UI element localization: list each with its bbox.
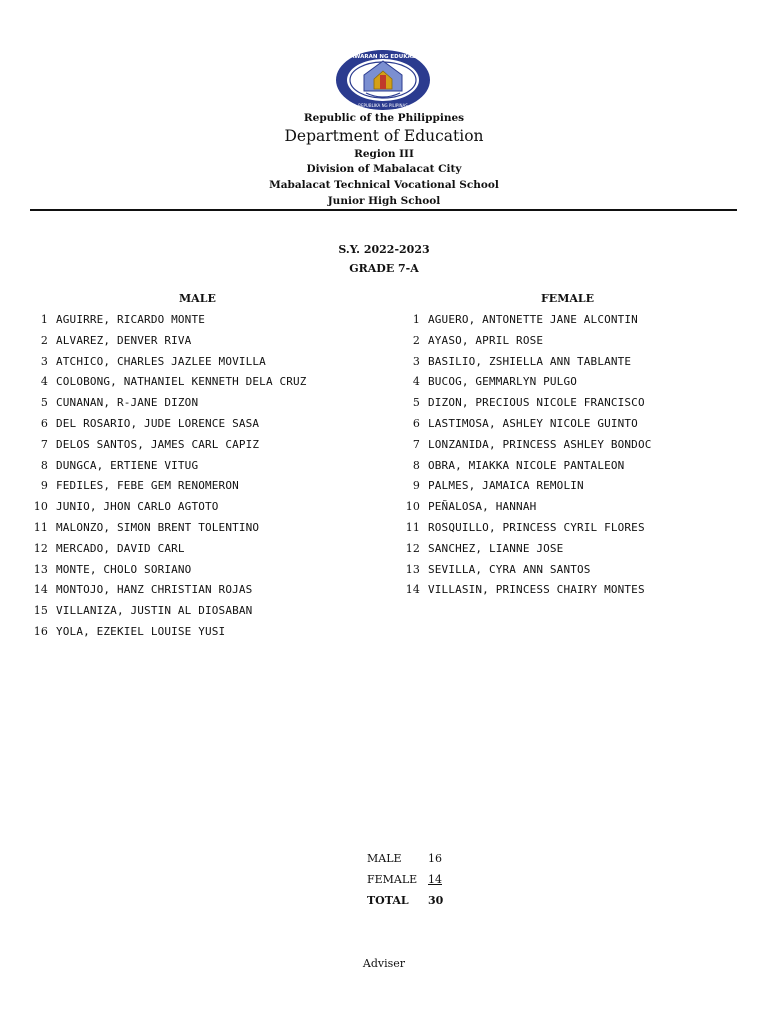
female-count-value: 14	[428, 873, 442, 886]
male-count-value: 16	[428, 852, 442, 865]
header-divider	[30, 209, 737, 211]
student-number: 6	[412, 416, 420, 430]
student-name: DIZON, PRECIOUS NICOLE FRANCISCO	[428, 396, 645, 410]
total-count-value: 30	[428, 894, 444, 907]
student-name: MALONZO, SIMON BRENT TOLENTINO	[56, 520, 260, 534]
seal-top-text: KAGAWARAN NG EDUKASYON	[337, 54, 429, 60]
student-name: FEDILES, FEBE GEM RENOMERON	[56, 479, 239, 493]
female-student-list	[400, 310, 652, 601]
list-item	[28, 518, 307, 539]
list-item	[28, 310, 307, 331]
list-item	[400, 414, 652, 435]
student-name: MERCADO, DAVID CARL	[56, 541, 185, 555]
student-number: 9	[40, 479, 48, 493]
list-item	[400, 497, 652, 518]
student-number: 9	[412, 479, 420, 493]
list-item	[400, 580, 652, 601]
list-item	[400, 560, 652, 581]
region-heading: Region III	[354, 148, 414, 160]
list-item	[400, 331, 652, 352]
student-number: 1	[412, 313, 420, 326]
student-number: 13	[405, 562, 420, 576]
student-name: SEVILLA, CYRA ANN SANTOS	[428, 562, 591, 576]
student-number: 2	[412, 333, 420, 347]
summary-row-male	[367, 848, 443, 869]
student-number: 16	[33, 624, 48, 638]
student-name: SANCHEZ, LIANNE JOSE	[428, 541, 564, 555]
list-item	[400, 310, 652, 331]
student-name: PALMES, JAMAICA REMOLIN	[428, 479, 584, 493]
student-name: DUNGCA, ERTIENE VITUG	[56, 458, 199, 472]
student-name: AYASO, APRIL ROSE	[428, 333, 544, 347]
list-item	[28, 435, 307, 456]
student-name: VILLANIZA, JUSTIN AL DIOSABAN	[56, 604, 253, 618]
seal-bottom-text: REPUBLIKA NG PILIPINAS	[358, 103, 408, 108]
list-item	[28, 352, 307, 373]
female-heading: FEMALE	[541, 292, 595, 305]
student-number: 4	[412, 375, 420, 389]
list-item	[28, 601, 307, 622]
student-number: 5	[40, 396, 48, 410]
student-number: 3	[40, 354, 48, 368]
grade-section: GRADE 7-A	[349, 262, 419, 275]
enrollment-summary	[367, 848, 443, 911]
student-name: ROSQUILLO, PRINCESS CYRIL FLORES	[428, 520, 645, 534]
student-name: ATCHICO, CHARLES JAZLEE MOVILLA	[56, 354, 266, 368]
male-student-list	[28, 310, 307, 643]
list-item	[28, 372, 307, 393]
list-item	[28, 476, 307, 497]
student-number: 14	[405, 583, 420, 597]
student-number: 11	[33, 520, 48, 534]
student-name: AGUIRRE, RICARDO MONTE	[56, 313, 205, 326]
list-item	[400, 352, 652, 373]
student-number: 4	[40, 375, 48, 389]
list-item	[28, 331, 307, 352]
school-heading: Mabalacat Technical Vocational School	[269, 179, 499, 191]
level-heading: Junior High School	[327, 195, 441, 207]
student-name: ALVAREZ, DENVER RIVA	[56, 333, 192, 347]
student-number: 8	[412, 458, 420, 472]
student-name: YOLA, EZEKIEL LOUISE YUSI	[56, 624, 226, 638]
student-number: 12	[33, 541, 48, 555]
student-name: OBRA, MIAKKA NICOLE PANTALEON	[428, 458, 625, 472]
list-item	[400, 435, 652, 456]
deped-seal-logo	[334, 49, 432, 111]
student-number: 1	[40, 313, 48, 326]
student-number: 13	[33, 562, 48, 576]
list-item	[28, 414, 307, 435]
student-number: 12	[405, 541, 420, 555]
student-name: BUCOG, GEMMARLYN PULGO	[428, 375, 577, 389]
student-name: DEL ROSARIO, JUDE LORENCE SASA	[56, 416, 260, 430]
student-number: 3	[412, 354, 420, 368]
school-year: S.Y. 2022-2023	[338, 243, 430, 256]
male-count-label: MALE	[367, 852, 402, 865]
student-number: 14	[33, 583, 48, 597]
student-number: 7	[412, 437, 420, 451]
summary-row-female	[367, 869, 443, 890]
list-item	[400, 372, 652, 393]
list-item	[400, 518, 652, 539]
list-item	[400, 393, 652, 414]
list-item	[400, 476, 652, 497]
student-number: 15	[33, 604, 48, 618]
student-name: VILLASIN, PRINCESS CHAIRY MONTES	[428, 583, 645, 597]
student-name: MONTOJO, HANZ CHRISTIAN ROJAS	[56, 583, 253, 597]
student-number: 10	[33, 500, 48, 514]
student-name: CUNANAN, R-JANE DIZON	[56, 396, 199, 410]
summary-row-total	[367, 890, 443, 911]
student-number: 7	[40, 437, 48, 451]
total-count-label: TOTAL	[367, 894, 409, 907]
list-item	[28, 560, 307, 581]
student-name: BASILIO, ZSHIELLA ANN TABLANTE	[428, 354, 632, 368]
republic-heading: Republic of the Philippines	[303, 112, 465, 124]
student-name: JUNIO, JHON CARLO AGTOTO	[56, 500, 219, 514]
student-number: 11	[405, 520, 420, 534]
adviser-label: Adviser	[362, 957, 406, 970]
student-number: 5	[412, 396, 420, 410]
student-number: 6	[40, 416, 48, 430]
list-item	[28, 580, 307, 601]
student-name: LONZANIDA, PRINCESS ASHLEY BONDOC	[428, 437, 652, 451]
division-heading: Division of Mabalacat City	[306, 163, 462, 175]
student-number: 8	[40, 458, 48, 472]
list-item	[400, 539, 652, 560]
list-item	[400, 456, 652, 477]
student-number: 10	[405, 500, 420, 514]
list-item	[28, 622, 307, 643]
list-item	[28, 539, 307, 560]
student-name: DELOS SANTOS, JAMES CARL CAPIZ	[56, 437, 260, 451]
student-number: 2	[40, 333, 48, 347]
female-count-label: FEMALE	[367, 873, 418, 886]
department-heading: Department of Education	[284, 127, 484, 145]
student-name: PEÑALOSA, HANNAH	[428, 500, 537, 514]
student-name: AGUERO, ANTONETTE JANE ALCONTIN	[428, 313, 638, 326]
student-name: COLOBONG, NATHANIEL KENNETH DELA CRUZ	[56, 375, 307, 389]
student-name: MONTE, CHOLO SORIANO	[56, 562, 192, 576]
list-item	[28, 393, 307, 414]
student-name: LASTIMOSA, ASHLEY NICOLE GUINTO	[428, 416, 638, 430]
male-heading: MALE	[179, 292, 216, 305]
list-item	[28, 456, 307, 477]
list-item	[28, 497, 307, 518]
